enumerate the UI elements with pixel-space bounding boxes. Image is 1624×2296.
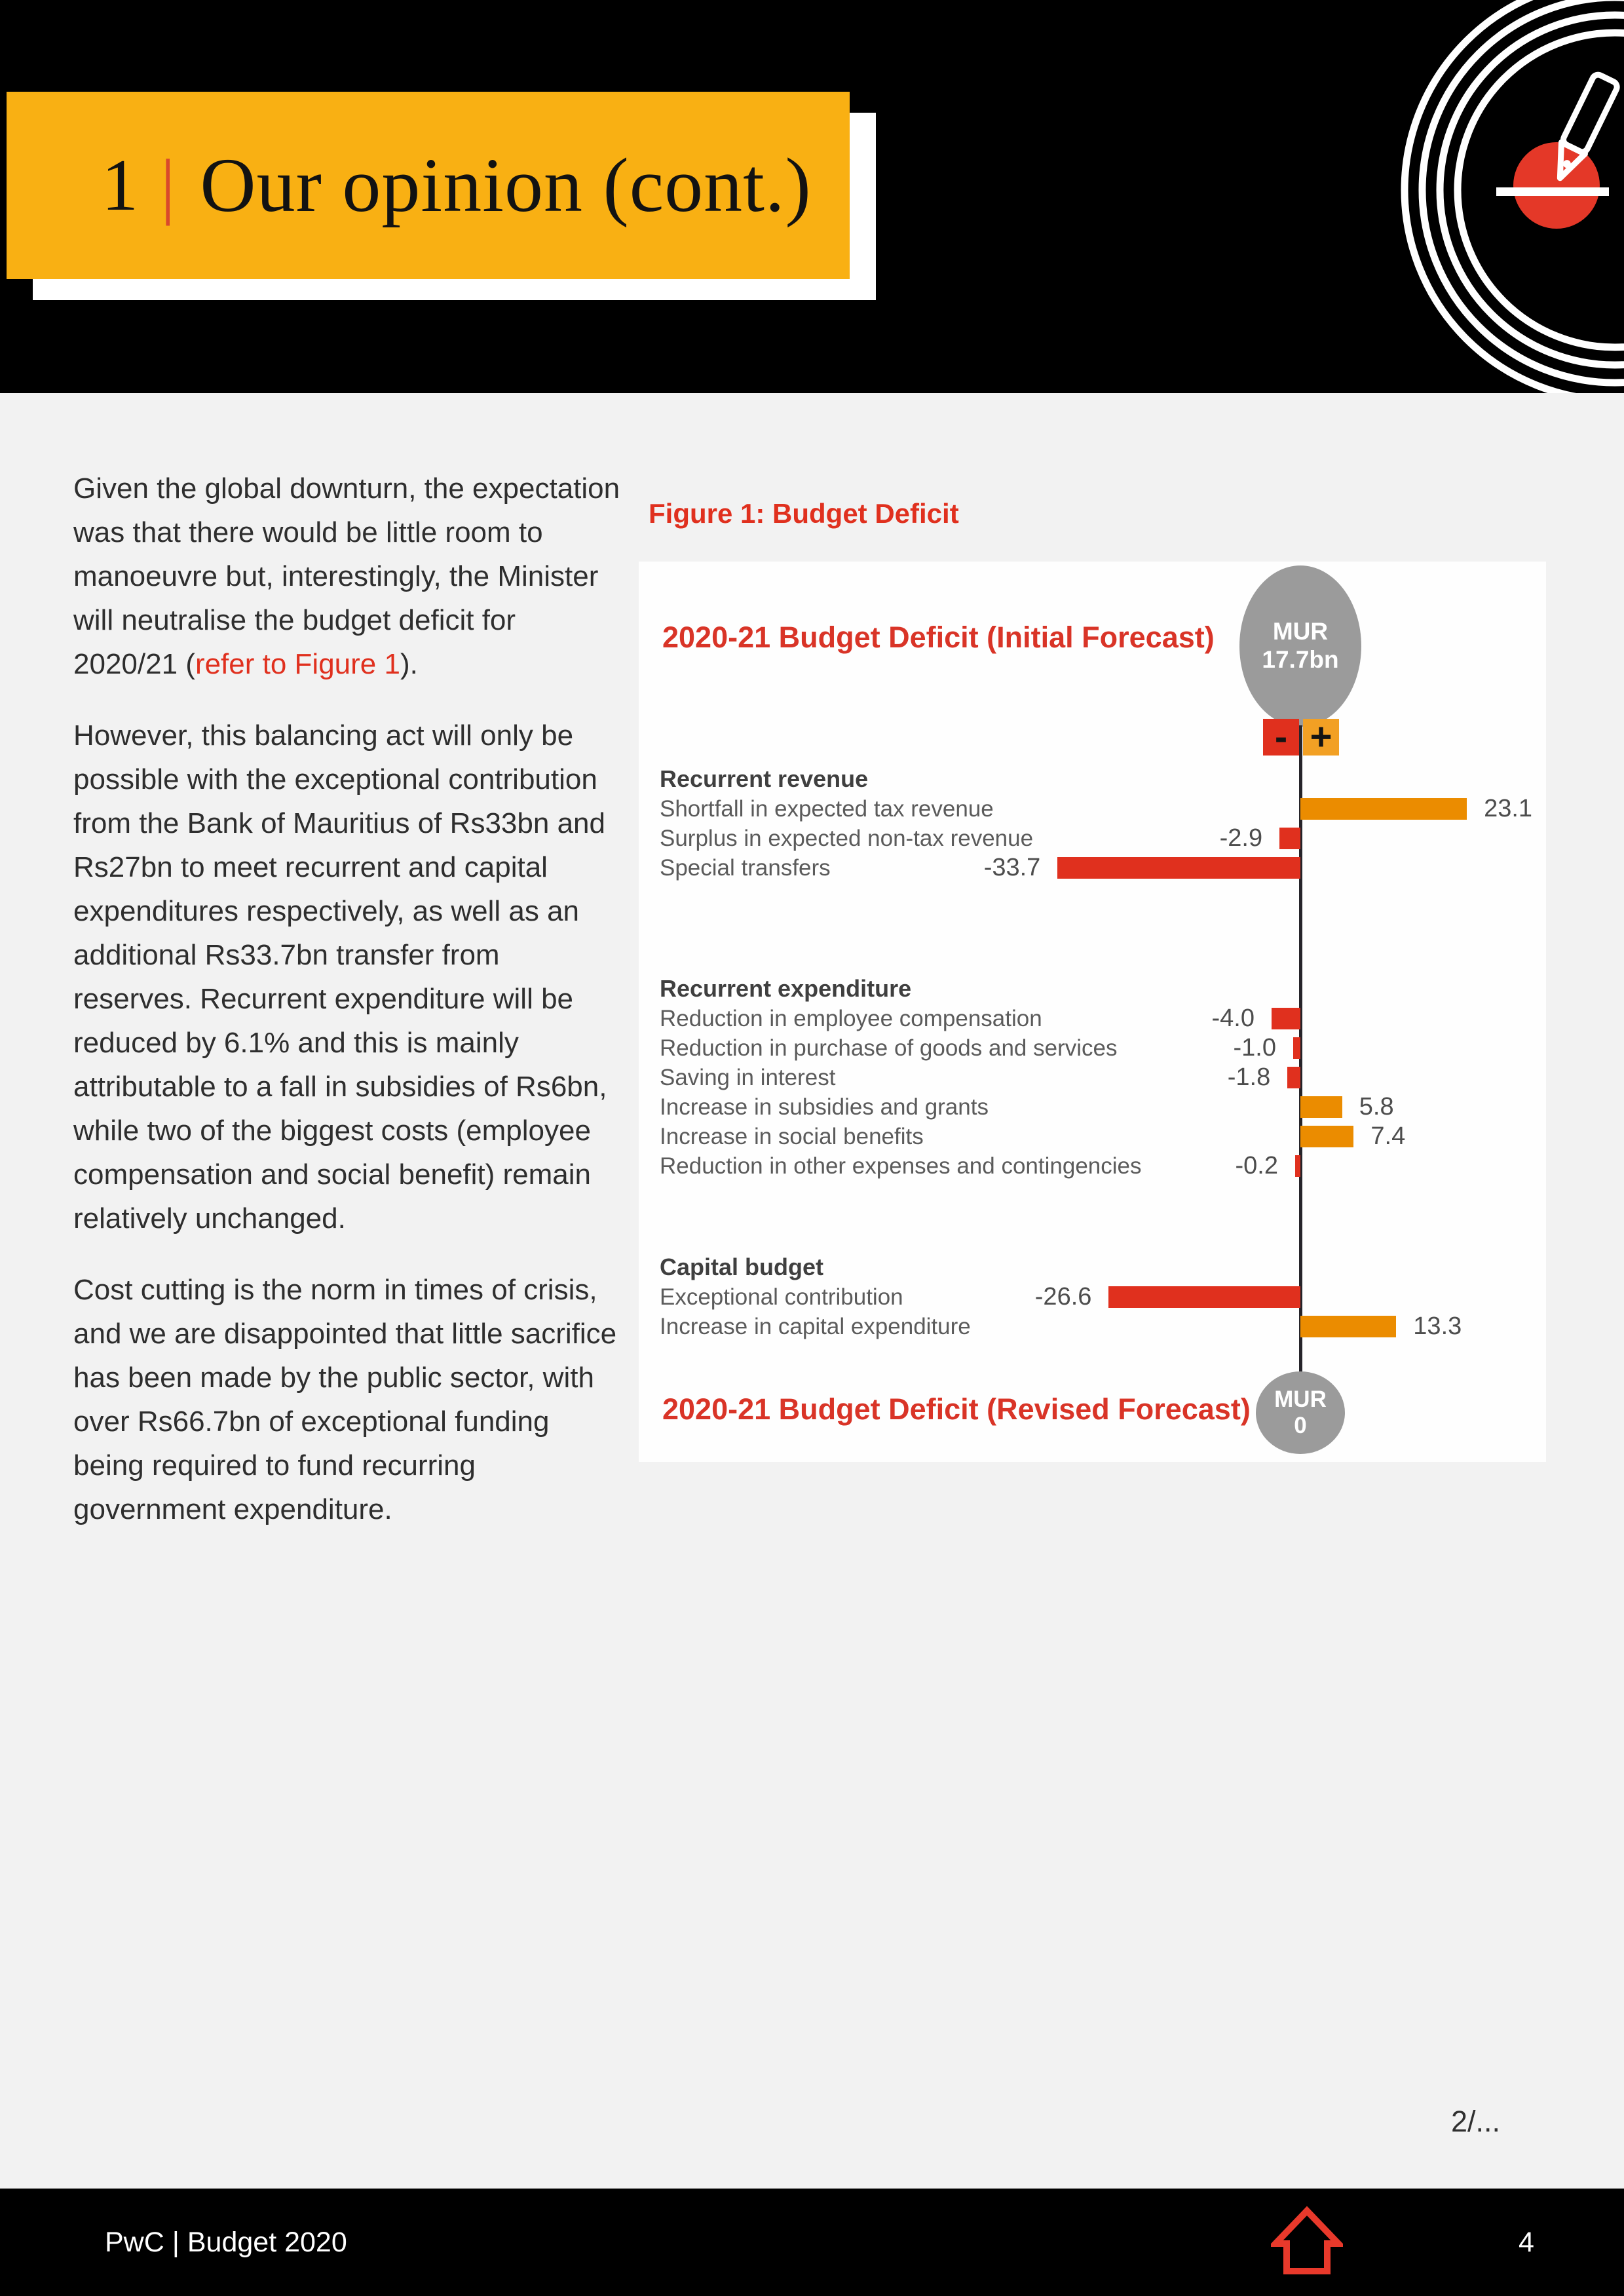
revised-node-amount: 0: [1294, 1413, 1307, 1438]
chart-rows: [660, 765, 1533, 1342]
chart-row: [660, 795, 1533, 824]
bar-value: 23.1: [1484, 795, 1533, 822]
negative-bar: [1057, 857, 1300, 879]
chart-row: [660, 1004, 1524, 1034]
initial-node-amount: 17.7bn: [1262, 646, 1339, 673]
initial-node-currency: MUR: [1272, 618, 1329, 645]
chart-row: [660, 1312, 1524, 1342]
bar-value: 13.3: [1413, 1312, 1462, 1340]
pagination: 2/...: [1451, 2105, 1501, 2138]
chart-row: [660, 854, 1524, 883]
paragraph-2: However, this balancing act will only be possible with the exceptional contribution from the Bank of Mauritius of Rs33bn and Rs27bn to meet recurrent and capital expenditures respectively, as well as an additional Rs33.7bn transfer from reserves. Recurrent expenditure will be reduced by 6.1% and this is mainly attributable to a fall in subsidies of Rs6bn, while two of the biggest costs (employee compensation and social benefit) remain relatively unchanged.: [73, 719, 607, 1234]
bar-value: -1.0: [1233, 1034, 1276, 1062]
negative-bar: [1295, 1155, 1300, 1177]
bar-value: 7.4: [1370, 1122, 1406, 1150]
negative-bar: [1279, 828, 1300, 849]
bar-value: -2.9: [1219, 824, 1263, 852]
pwc-pencil-logo: [1296, 0, 1624, 393]
bar-label: Saving in interest: [660, 1065, 836, 1090]
figure-caption: Figure 1: Budget Deficit: [649, 498, 959, 529]
bar-value: -4.0: [1211, 1004, 1255, 1032]
baseline-icon: [1496, 187, 1609, 196]
chart-title-initial: 2020-21 Budget Deficit (Initial Forecast): [662, 621, 1215, 654]
bar-label: Increase in subsidies and grants: [660, 1094, 989, 1120]
positive-bar: [1300, 1126, 1353, 1147]
bar-value: -0.2: [1235, 1152, 1278, 1179]
positive-bar: [1300, 1096, 1342, 1118]
negative-bar: [1108, 1286, 1300, 1308]
bar-label: Shortfall in expected tax revenue: [660, 796, 994, 822]
bar-label: Reduction in employee compensation: [660, 1006, 1042, 1031]
chart-title-revised: 2020-21 Budget Deficit (Revised Forecast): [662, 1392, 1251, 1426]
bar-label: Reduction in purchase of goods and services: [660, 1035, 1118, 1061]
negative-bar: [1287, 1067, 1300, 1088]
page-title-text: Our opinion (cont.): [200, 142, 812, 228]
page-number: 4: [1519, 2227, 1534, 2258]
bar-label: Exceptional contribution: [660, 1284, 903, 1310]
chart-row: [660, 1093, 1524, 1122]
title-separator: |: [161, 144, 176, 226]
chart-section-heading: Recurrent expenditure: [660, 975, 912, 1002]
negative-bar: [1272, 1008, 1300, 1029]
chart-row: [660, 1122, 1524, 1152]
chart-section-heading: Capital budget: [660, 1253, 823, 1280]
paragraph-1-end: ).: [400, 648, 418, 680]
bar-value: 5.8: [1359, 1093, 1394, 1120]
bar-value: -26.6: [1034, 1283, 1092, 1311]
positive-bar: [1300, 798, 1467, 820]
bar-label: Increase in social benefits: [660, 1124, 924, 1149]
footer-title: PwC | Budget 2020: [105, 2227, 347, 2258]
body-text-column: [73, 467, 621, 1559]
bar-label: Special transfers: [660, 855, 831, 881]
revised-deficit-node: [1256, 1371, 1345, 1454]
chart-section: [660, 975, 1524, 1181]
chart-row: [660, 1063, 1524, 1093]
revised-node-currency: MUR: [1274, 1386, 1327, 1412]
bar-label: Surplus in expected non-tax revenue: [660, 826, 1034, 851]
chart-section-heading: Recurrent revenue: [660, 765, 869, 792]
bar-value: -33.7: [983, 854, 1041, 881]
minus-legend: -: [1263, 719, 1299, 756]
plus-legend: +: [1303, 719, 1339, 756]
footer-band: [0, 2189, 1624, 2296]
figure-reference-link[interactable]: refer to Figure 1: [195, 648, 400, 680]
bar-label: Increase in capital expenditure: [660, 1314, 971, 1339]
chart-section: [660, 765, 1533, 883]
negative-bar: [1293, 1037, 1300, 1059]
chart-row: [660, 824, 1524, 854]
home-icon[interactable]: [1271, 2206, 1343, 2279]
paragraph-1-text: Given the global downturn, the expectation was that there would be little room to manoeuvre but, interestingly, the Minister will neutralise the budget deficit for 2020/21 (: [73, 472, 620, 680]
paragraph-3: Cost cutting is the norm in times of crisis, and we are disappointed that little sacrifice has been made by the public sector, with over Rs66.7bn of exceptional funding being required to fund recurring government expenditure.: [73, 1274, 617, 1525]
paragraph-1: [73, 467, 621, 686]
header-band: [0, 0, 1624, 393]
initial-deficit-node: [1239, 565, 1361, 727]
chart-row: [660, 1034, 1524, 1063]
positive-bar: [1300, 1316, 1396, 1337]
bar-label: Reduction in other expenses and contingencies: [660, 1153, 1142, 1179]
section-number: 1: [102, 144, 138, 226]
chart-row: [660, 1283, 1524, 1312]
page-title: [7, 92, 850, 279]
chart-row: [660, 1152, 1524, 1181]
chart-section: [660, 1253, 1524, 1342]
budget-deficit-chart: [639, 562, 1546, 1462]
bar-value: -1.8: [1227, 1063, 1271, 1091]
